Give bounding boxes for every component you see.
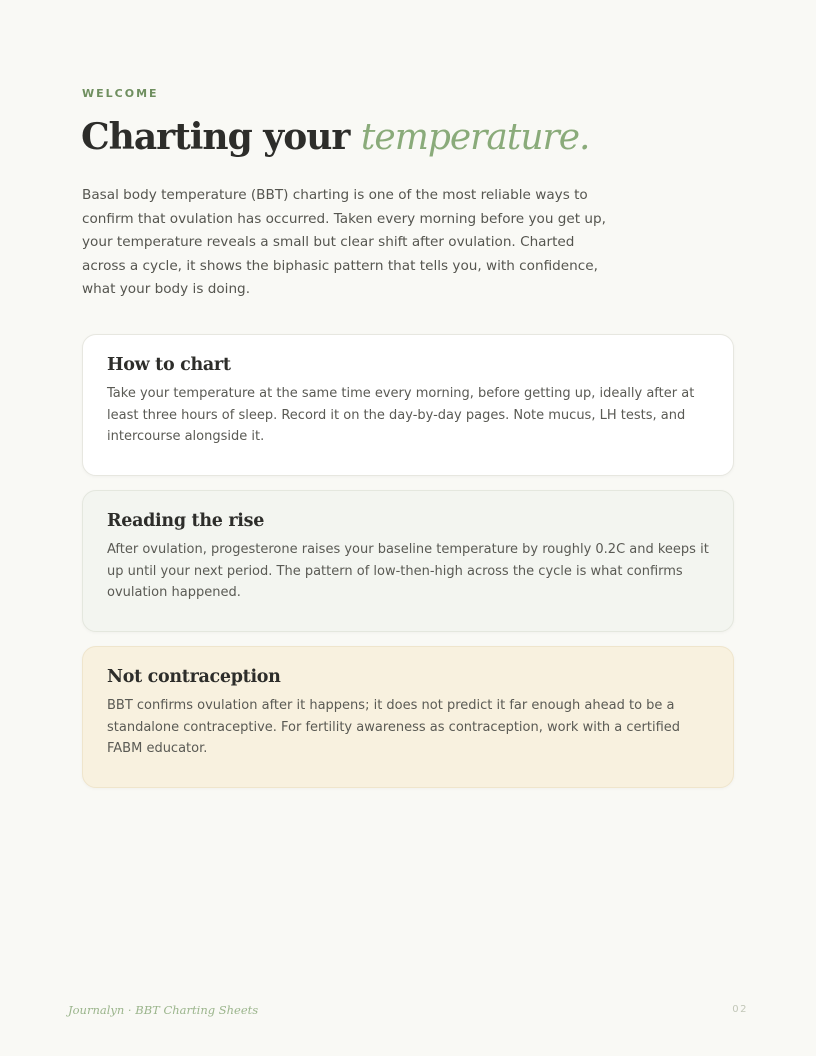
page-title (81, 116, 589, 158)
section-eyebrow: WELCOME (82, 87, 159, 100)
page-title-accent: temperature. (360, 117, 590, 158)
card-body: After ovulation, progesterone raises your baseline temperature by roughly 0.2C and keeps it up until your next period. The pattern of low-then-high across the cycle is what confirms ovulation happened. (107, 542, 709, 600)
intro-paragraph: Basal body temperature (BBT) charting is one of the most reliable ways to confirm that ovulation has occurred. Taken every morning before you get up, your temperature reveals a small but clear shift after ovulation. Charted across a cycle, it shows the biphasic pattern that tells you, with confidence, what your body is doing. (82, 187, 606, 297)
footer-page-number: 02 (732, 1004, 748, 1015)
card-how-to-chart (82, 334, 734, 476)
card-body: BBT confirms ovulation after it happens; it does not predict it far enough ahead to be a standalone contraceptive. For fertility awareness as contraception, work with a certified FABM educator. (107, 698, 681, 756)
footer-document-title: Journalyn · BBT Charting Sheets (68, 1003, 259, 1017)
page-title-main: Charting your (81, 116, 350, 158)
card-heading: Not contraception (107, 667, 281, 687)
card-heading: Reading the rise (107, 511, 265, 531)
card-body: Take your temperature at the same time every morning, before getting up, ideally after at least three hours of sleep. Record it on the day-by-day pages. Note mucus, LH tests, and intercourse alongside it. (107, 386, 695, 444)
card-reading-the-rise (82, 490, 734, 632)
card-heading: How to chart (107, 355, 231, 375)
card-not-contraception (82, 646, 734, 788)
